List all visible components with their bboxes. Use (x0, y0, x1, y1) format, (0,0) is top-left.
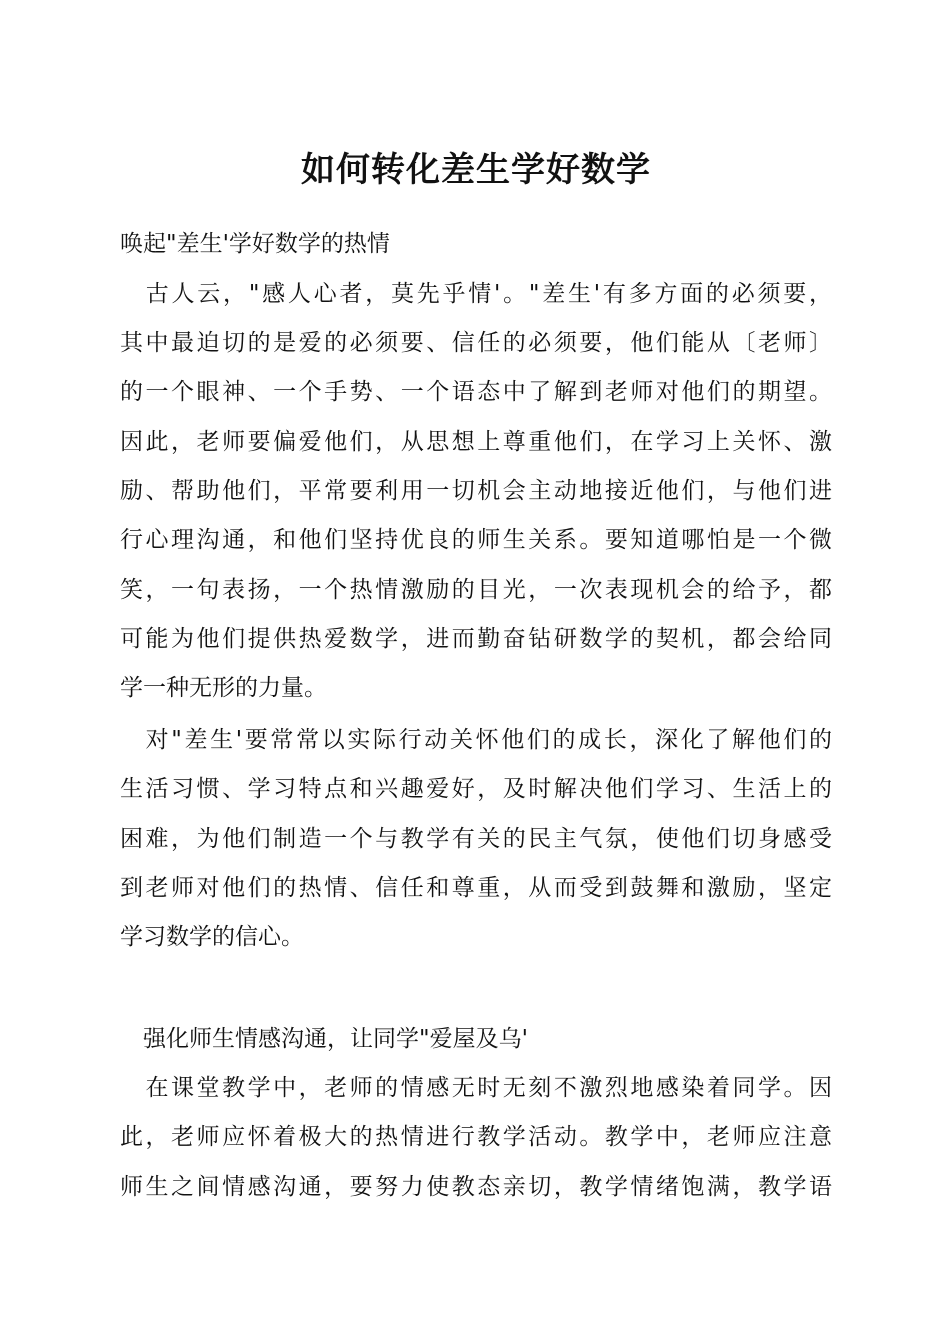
text-line: 师生之间情感沟通，要努力使教态亲切，教学情绪饱满，教学语 (120, 1174, 832, 1200)
text-line: 此，老师应怀着极大的热情进行教学活动。教学中，老师应注意 (120, 1124, 832, 1150)
section-heading-arouse-enthusiasm: 唤起"差生'学好数学的热情 (120, 231, 390, 257)
document-title: 如何转化差生学好数学 (301, 150, 651, 190)
text-line: 笑，一句表扬，一个热情激励的目光，一次表现机会的给予，都 (120, 577, 832, 603)
text-line: 其中最迫切的是爱的必须要、信任的必须要，他们能从〔老师〕 (120, 330, 832, 356)
text-line: 生活习惯、学习特点和兴趣爱好，及时解决他们学习、生活上的 (120, 776, 832, 802)
text-line: 的一个眼神、一个手势、一个语态中了解到老师对他们的期望。 (120, 379, 832, 405)
text-line: 到老师对他们的热情、信任和尊重，从而受到鼓舞和激励，坚定 (120, 875, 832, 901)
text-line: 对"差生'要常常以实际行动关怀他们的成长，深化了解他们的 (120, 727, 832, 753)
text-line: 学习数学的信心。 (120, 924, 304, 950)
text-line: 因此，老师要偏爱他们，从思想上尊重他们，在学习上关怀、激 (120, 429, 832, 455)
text-line: 行心理沟通，和他们坚持优良的师生关系。要知道哪怕是一个微 (120, 527, 832, 553)
text-line: 学一种无形的力量。 (120, 675, 327, 701)
text-line: 在课堂教学中，老师的情感无时无刻不激烈地感染着同学。因 (120, 1075, 832, 1101)
text-line: 可能为他们提供热爱数学，进而勤奋钻研数学的契机，都会给同 (120, 626, 832, 652)
text-line: 困难，为他们制造一个与教学有关的民主气氛，使他们切身感受 (120, 826, 832, 852)
text-line: 古人云，"感人心者，莫先乎情'。"差生'有多方面的必须要， (120, 281, 832, 307)
section-heading-emotional-communication: 强化师生情感沟通，让同学"爱屋及乌' (120, 1026, 528, 1052)
text-line: 励、帮助他们，平常要利用一切机会主动地接近他们，与他们进 (120, 478, 832, 504)
